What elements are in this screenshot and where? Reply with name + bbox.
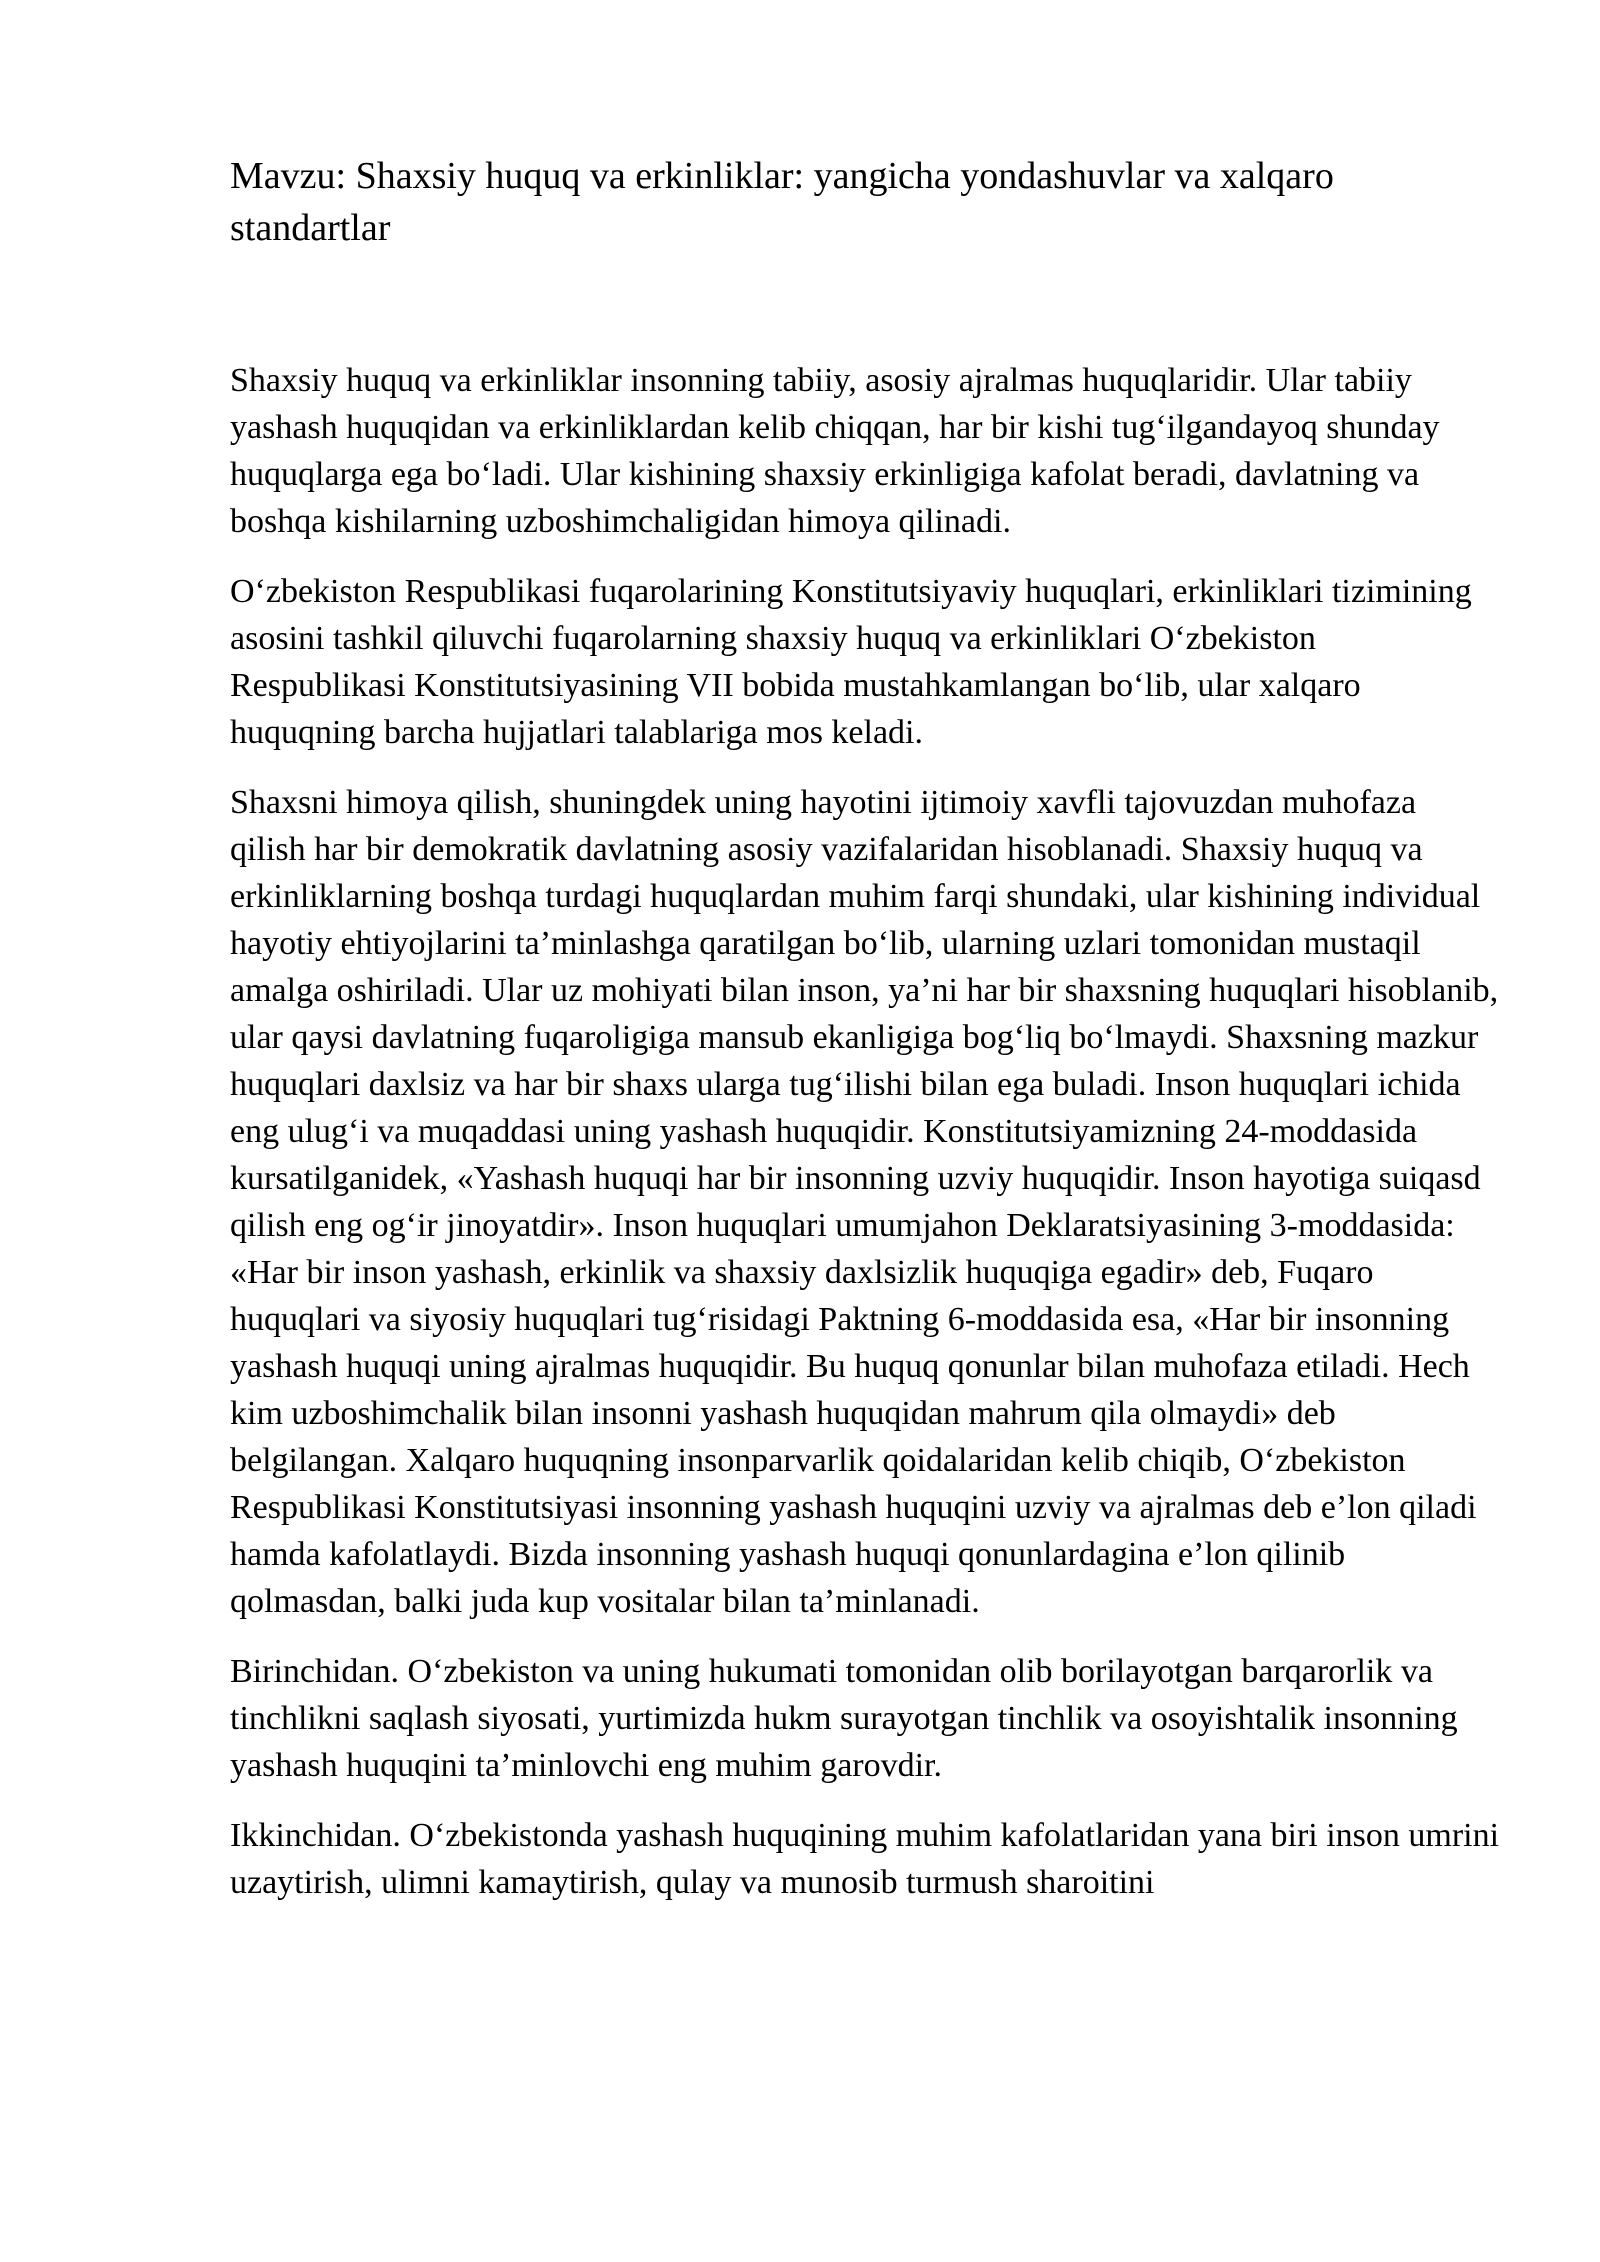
paragraph-4: Birinchidan. O‘zbekiston va uning hukumati tomonidan olib borilayotgan barqarorlik va tinchlikni saqlash siyosati, yurtimizda hukm surayotgan tinchlik va osoyishtalik insonning yashash huquqini ta’minlovchi eng muhim garovdir. [230,1653,1458,1784]
paragraph-3: Shaxsni himoya qilish, shuningdek uning hayotini ijtimoiy xavfli tajovuzdan muhofaza qilish har bir demokratik davlatning asosiy vazifalaridan hisoblanadi. Shaxsiy huquq va erkinliklarning boshqa turdagi huquqlardan muhim farqi shundaki, ular kishining individual hayotiy ehtiyojlarini ta’minlashga qaratilgan bo‘lib, ularning uzlari tomonidan mustaqil amalga oshiriladi. Ular uz mohiyati bilan inson, ya’ni har bir shaxsning huquqlari hisoblanib, ular qaysi davlatning fuqaroligiga mansub ekanligiga bog‘liq bo‘lmaydi. Shaxsning mazkur huquqlari daxlsiz va har bir shaxs ularga tug‘ilishi bilan ega buladi. Inson huquqlari ichida eng ulug‘i va muqaddasi uning yashash huquqidir. Konstitutsiyamizning 24-moddasida kursatilganidek, «Yashash huquqi har bir insonning uzviy huquqidir. Inson hayotiga suiqasd qilish eng og‘ir jinoyatdir». Inson huquqlari umumjahon Deklaratsiyasining 3-moddasida: «Har bir inson yashash, erkinlik va shaxsiy daxlsizlik huquqiga egadir» deb, Fuqaro huquqlari va siyosiy huquqlari tug‘risidagi Paktning 6-moddasida esa, «Har bir insonning yashash huquqi uning ajralmas huquqidir. Bu huquq qonunlar bilan muhofaza etiladi. Hech kim uzboshimchalik bilan insonni yashash huquqidan mahrum qila olmaydi» deb belgilangan. Xalqaro huquqning insonparvarlik qoidalaridan kelib chiqib, O‘zbekiston Respublikasi Konstitutsiyasi insonning yashash huquqini uzviy va ajralmas deb e’lon qiladi hamda kafolatlaydi. Bizda insonning yashash huquqi qonunlardagina e’lon qilinib qolmasdan, balki juda kup vositalar bilan ta’minlanadi. [230,784,1499,1620]
paragraph-1: Shaxsiy huquq va erkinliklar insonning tabiiy, asosiy ajralmas huquqlaridir. Ular tabiiy yashash huquqidan va erkinliklardan kelib chiqqan, har bir kishi tug‘ilgandayoq shunday huquqlarga ega bo‘ladi. Ular kishining shaxsiy erkinligiga kafolat beradi, davlatning va boshqa kishilarning uzboshimchaligidan himoya qilinadi. [230,362,1440,540]
paragraph-2: O‘zbekiston Respublikasi fuqarolarining Konstitutsiyaviy huquqlari, erkinliklari tizimining asosini tashkil qiluvchi fuqarolarning shaxsiy huquq va erkinliklari O‘zbekiston Respublikasi Konstitutsiyasining VII bobida mustahkamlangan bo‘lib, ular xalqaro huquqning barcha hujjatlari talablariga mos keladi. [230,573,1472,751]
document-title: Mavzu: Shaxsiy huquq va erkinliklar: yangicha yondashuvlar va xalqaro standartlar [230,155,1334,249]
document-body [230,150,1500,1929]
paragraph-5: Ikkinchidan. O‘zbekistonda yashash huquqining muhim kafolatlaridan yana biri inson umrini uzaytirish, ulimni kamaytirish, qulay va munosib turmush sharoitini [230,1817,1500,1901]
